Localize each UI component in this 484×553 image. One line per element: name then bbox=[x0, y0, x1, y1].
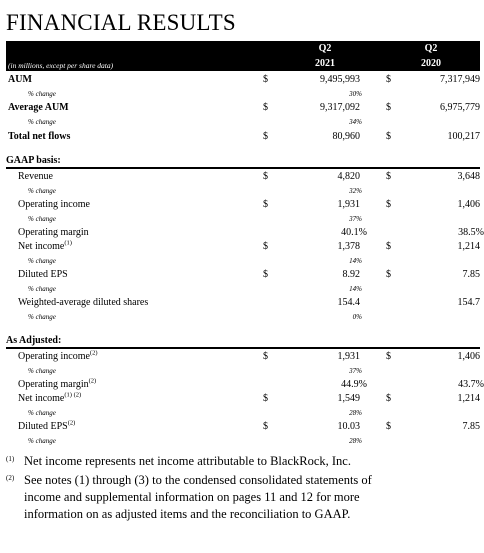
table-row-net-income bbox=[6, 241, 480, 255]
section-heading-gaap: GAAP basis: bbox=[6, 155, 61, 166]
table-header bbox=[6, 41, 480, 71]
col1-quarter: Q2 bbox=[318, 43, 332, 54]
currency-symbol: $ bbox=[263, 241, 268, 252]
value-2021: 80,960 bbox=[332, 131, 360, 142]
value-2021: 44.9% bbox=[341, 379, 367, 390]
table-row-adj-operating-income bbox=[6, 351, 480, 365]
value-2020: 43.7% bbox=[458, 379, 484, 390]
currency-symbol: $ bbox=[386, 393, 391, 404]
change-value: 0% bbox=[352, 313, 362, 321]
table-row-diluted-shares bbox=[6, 297, 480, 311]
value-2021: 1,931 bbox=[337, 351, 360, 362]
change-label: % change bbox=[28, 90, 56, 98]
units-note: (in millions, except per share data) bbox=[8, 61, 114, 70]
col1-year: 2021 bbox=[315, 58, 335, 69]
value-2021: 1,378 bbox=[337, 241, 360, 252]
value-2020: 7.85 bbox=[462, 269, 480, 280]
change-label: % change bbox=[28, 257, 56, 265]
row-label: Operating income$^{(2)}$ bbox=[18, 349, 98, 362]
row-label: Net income$^{(1)}$ bbox=[18, 239, 72, 252]
row-label: Revenue bbox=[18, 171, 53, 182]
table-row-revenue bbox=[6, 171, 480, 185]
value-2021: 8.92 bbox=[342, 269, 360, 280]
currency-symbol: $ bbox=[263, 74, 268, 85]
change-label: % change bbox=[28, 367, 56, 375]
section-heading-as-adjusted: As Adjusted: bbox=[6, 335, 62, 346]
row-label: Net income$^{(1) (2)}$ bbox=[18, 391, 82, 404]
value-2020: 1,406 bbox=[457, 351, 480, 362]
footnote-text: Net income represents net income attributable to BlackRock, Inc. bbox=[24, 454, 351, 468]
value-2021: 9,317,092 bbox=[320, 102, 360, 113]
row-label: Average AUM bbox=[8, 102, 69, 113]
value-2020: 100,217 bbox=[447, 131, 480, 142]
footnote-1 bbox=[6, 453, 476, 471]
table-row-total-net-flows bbox=[6, 131, 480, 145]
table-row-diluted-eps bbox=[6, 269, 480, 283]
table-row-average-aum bbox=[6, 102, 480, 116]
currency-symbol: $ bbox=[386, 74, 391, 85]
value-2021: 1,931 bbox=[337, 199, 360, 210]
change-value: 32% bbox=[349, 187, 362, 195]
value-2020: 7,317,949 bbox=[440, 74, 480, 85]
page-title: FINANCIAL RESULTS bbox=[6, 10, 236, 35]
currency-symbol: $ bbox=[386, 269, 391, 280]
change-row bbox=[6, 257, 480, 267]
row-label: AUM bbox=[8, 74, 32, 85]
footnote-text-line: information on as adjusted items and the reconciliation to GAAP. bbox=[24, 507, 351, 521]
change-row bbox=[6, 437, 480, 447]
footnote-2 bbox=[6, 472, 476, 526]
row-label: Total net flows bbox=[8, 131, 71, 142]
value-2020: 1,214 bbox=[457, 241, 480, 252]
currency-symbol: $ bbox=[386, 199, 391, 210]
currency-symbol: $ bbox=[263, 269, 268, 280]
change-row bbox=[6, 215, 480, 225]
currency-symbol: $ bbox=[386, 351, 391, 362]
currency-symbol: $ bbox=[386, 131, 391, 142]
currency-symbol: $ bbox=[263, 393, 268, 404]
value-2021: 10.03 bbox=[337, 421, 360, 432]
change-label: % change bbox=[28, 437, 56, 445]
change-label: % change bbox=[28, 118, 56, 126]
value-2020: 1,214 bbox=[457, 393, 480, 404]
change-label: % change bbox=[28, 215, 56, 223]
currency-symbol: $ bbox=[263, 102, 268, 113]
change-value: 30% bbox=[349, 90, 362, 98]
change-row bbox=[6, 313, 480, 323]
change-value: 37% bbox=[349, 367, 362, 375]
change-value: 14% bbox=[349, 257, 362, 265]
currency-symbol: $ bbox=[386, 241, 391, 252]
row-label: Operating income bbox=[18, 199, 90, 210]
col2-year: 2020 bbox=[421, 58, 441, 69]
table-row-operating-income bbox=[6, 199, 480, 213]
row-label: Diluted EPS$^{(2)}$ bbox=[18, 419, 76, 432]
change-row bbox=[6, 187, 480, 197]
col2-quarter: Q2 bbox=[424, 43, 438, 54]
footnote-text-line: See notes (1) through (3) to the condensed consolidated statements of bbox=[24, 473, 372, 487]
value-2020: 7.85 bbox=[462, 421, 480, 432]
value-2021: 9,495,993 bbox=[320, 74, 360, 85]
table-row-operating-margin bbox=[6, 227, 484, 241]
change-value: 28% bbox=[349, 409, 362, 417]
currency-symbol: $ bbox=[386, 102, 391, 113]
row-label: Weighted-average diluted shares bbox=[18, 297, 149, 308]
value-2021: 1,549 bbox=[337, 393, 360, 404]
value-2021: 40.1% bbox=[341, 227, 367, 238]
change-row bbox=[6, 118, 480, 128]
value-2021: 154.4 bbox=[337, 297, 360, 308]
currency-symbol: $ bbox=[263, 421, 268, 432]
change-label: % change bbox=[28, 187, 56, 195]
change-row bbox=[6, 90, 480, 100]
currency-symbol: $ bbox=[263, 131, 268, 142]
currency-symbol: $ bbox=[386, 171, 391, 182]
change-label: % change bbox=[28, 285, 56, 293]
currency-symbol: $ bbox=[263, 351, 268, 362]
footnote-marker: (1) bbox=[6, 455, 15, 463]
table-row-aum bbox=[6, 74, 480, 88]
change-value: 34% bbox=[349, 118, 362, 126]
value-2020: 6,975,779 bbox=[440, 102, 480, 113]
divider bbox=[6, 167, 480, 169]
currency-symbol: $ bbox=[263, 171, 268, 182]
value-2020: 38.5% bbox=[458, 227, 484, 238]
row-label: Operating margin bbox=[18, 227, 89, 238]
table-row-adj-diluted-eps bbox=[6, 421, 480, 435]
change-label: % change bbox=[28, 313, 56, 321]
row-label: Diluted EPS bbox=[18, 269, 68, 280]
value-2020: 3,648 bbox=[457, 171, 480, 182]
change-value: 28% bbox=[349, 437, 362, 445]
change-label: % change bbox=[28, 409, 56, 417]
change-row bbox=[6, 409, 480, 419]
change-value: 14% bbox=[349, 285, 362, 293]
value-2020: 154.7 bbox=[457, 297, 480, 308]
table-row-adj-net-income bbox=[6, 393, 480, 407]
value-2021: 4,820 bbox=[337, 171, 360, 182]
change-value: 37% bbox=[349, 215, 362, 223]
footnote-text-line: income and supplemental information on pages 11 and 12 for more bbox=[24, 490, 360, 504]
divider bbox=[6, 347, 480, 349]
currency-symbol: $ bbox=[263, 199, 268, 210]
value-2020: 1,406 bbox=[457, 199, 480, 210]
currency-symbol: $ bbox=[386, 421, 391, 432]
footnote-marker: (2) bbox=[6, 474, 15, 482]
change-row bbox=[6, 285, 480, 295]
row-label: Operating margin$^{(2)}$ bbox=[18, 377, 97, 390]
change-row bbox=[6, 367, 480, 377]
